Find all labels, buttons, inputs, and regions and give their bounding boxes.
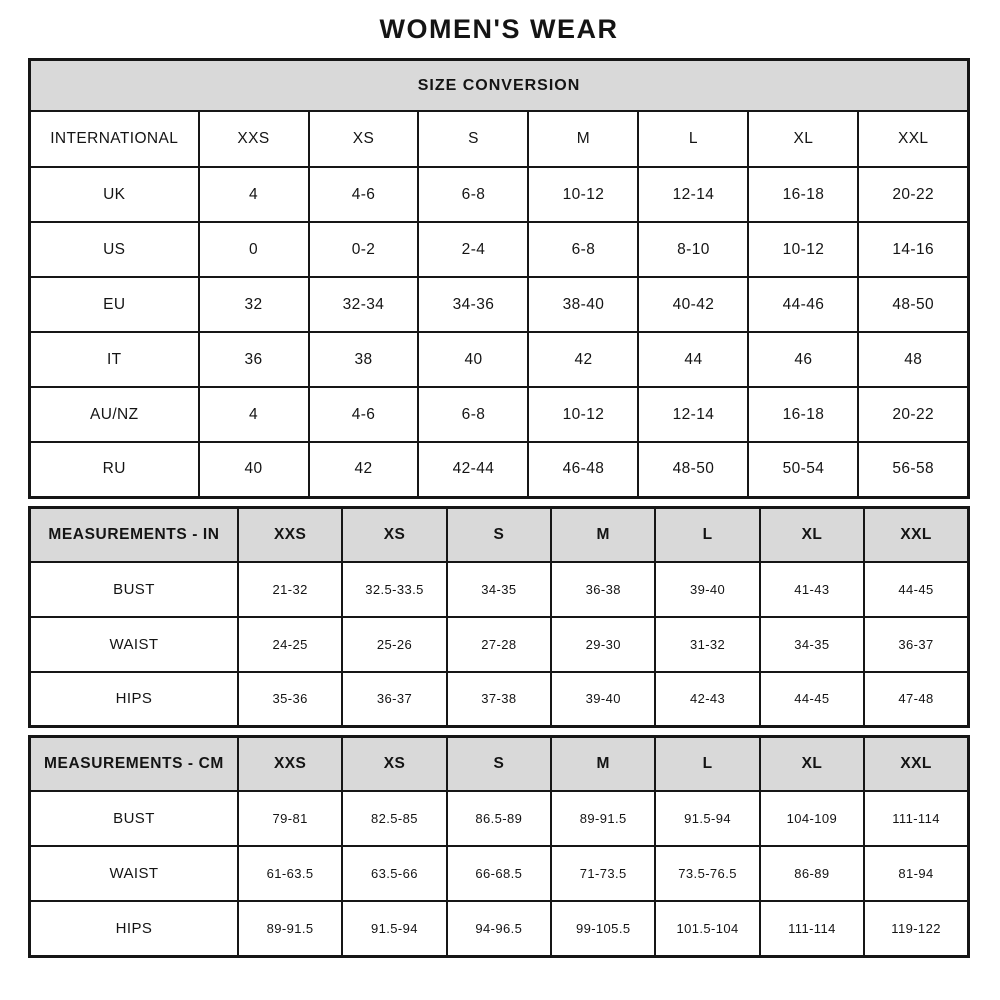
- size-value-cell: 0-2: [309, 222, 419, 277]
- row-label: WAIST: [30, 617, 238, 672]
- size-conversion-body: [30, 167, 969, 497]
- size-value-cell: 86-89: [760, 846, 864, 901]
- size-value-cell: 56-58: [858, 442, 968, 497]
- size-column-header: XXL: [858, 111, 968, 167]
- size-value-cell: 101.5-104: [655, 901, 759, 956]
- size-column-header: XXS: [238, 737, 342, 792]
- size-conversion-table: [28, 58, 970, 499]
- measurements-cm-header-row: [30, 737, 969, 792]
- size-column-header: XXL: [864, 507, 968, 562]
- size-value-cell: 10-12: [528, 387, 638, 442]
- size-value-cell: 34-36: [418, 277, 528, 332]
- size-value-cell: 66-68.5: [447, 846, 551, 901]
- table-row: [30, 332, 969, 387]
- size-column-header: XS: [309, 111, 419, 167]
- size-value-cell: 82.5-85: [342, 791, 446, 846]
- row-label: US: [30, 222, 199, 277]
- size-value-cell: 24-25: [238, 617, 342, 672]
- table-row: [30, 617, 969, 672]
- measurements-in-header-row: [30, 507, 969, 562]
- size-conversion-banner: SIZE CONVERSION: [30, 60, 969, 112]
- size-value-cell: 50-54: [748, 442, 858, 497]
- size-value-cell: 16-18: [748, 387, 858, 442]
- size-value-cell: 6-8: [418, 167, 528, 222]
- size-value-cell: 32: [199, 277, 309, 332]
- table-row: [30, 901, 969, 956]
- size-value-cell: 39-40: [551, 672, 655, 727]
- size-column-header: L: [638, 111, 748, 167]
- size-column-header: XXS: [199, 111, 309, 167]
- size-column-header: XS: [342, 737, 446, 792]
- size-value-cell: 46: [748, 332, 858, 387]
- size-value-cell: 39-40: [655, 562, 759, 617]
- table-row: [30, 387, 969, 442]
- size-value-cell: 8-10: [638, 222, 748, 277]
- size-value-cell: 44-45: [760, 672, 864, 727]
- size-value-cell: 12-14: [638, 387, 748, 442]
- row-label: BUST: [30, 791, 238, 846]
- size-column-header: XXS: [238, 507, 342, 562]
- size-value-cell: 89-91.5: [238, 901, 342, 956]
- row-label: RU: [30, 442, 199, 497]
- size-value-cell: 35-36: [238, 672, 342, 727]
- size-value-cell: 41-43: [760, 562, 864, 617]
- size-value-cell: 10-12: [528, 167, 638, 222]
- size-value-cell: 36-37: [864, 617, 968, 672]
- size-value-cell: 48-50: [858, 277, 968, 332]
- size-value-cell: 94-96.5: [447, 901, 551, 956]
- size-column-header: L: [655, 737, 759, 792]
- size-value-cell: 37-38: [447, 672, 551, 727]
- size-value-cell: 32-34: [309, 277, 419, 332]
- size-value-cell: 38-40: [528, 277, 638, 332]
- table-row: [30, 167, 969, 222]
- size-value-cell: 73.5-76.5: [655, 846, 759, 901]
- size-column-header: XS: [342, 507, 446, 562]
- corner-label-international: INTERNATIONAL: [30, 111, 199, 167]
- size-value-cell: 4-6: [309, 387, 419, 442]
- size-column-header: XXL: [864, 737, 968, 792]
- size-value-cell: 4: [199, 387, 309, 442]
- corner-label-measurements-in: MEASUREMENTS - IN: [30, 507, 238, 562]
- size-value-cell: 36-38: [551, 562, 655, 617]
- size-value-cell: 71-73.5: [551, 846, 655, 901]
- size-conversion-banner-row: [30, 60, 969, 112]
- size-value-cell: 81-94: [864, 846, 968, 901]
- size-value-cell: 104-109: [760, 791, 864, 846]
- size-value-cell: 47-48: [864, 672, 968, 727]
- size-value-cell: 6-8: [528, 222, 638, 277]
- size-value-cell: 2-4: [418, 222, 528, 277]
- size-column-header: S: [418, 111, 528, 167]
- size-value-cell: 4-6: [309, 167, 419, 222]
- measurements-cm-body: [30, 791, 969, 956]
- size-conversion-header-row: [30, 111, 969, 167]
- size-value-cell: 119-122: [864, 901, 968, 956]
- measurements-in-table: [28, 506, 970, 729]
- table-row: [30, 846, 969, 901]
- row-label: BUST: [30, 562, 238, 617]
- corner-label-measurements-cm: MEASUREMENTS - CM: [30, 737, 238, 792]
- size-value-cell: 14-16: [858, 222, 968, 277]
- size-value-cell: 20-22: [858, 167, 968, 222]
- size-value-cell: 36: [199, 332, 309, 387]
- table-row: [30, 277, 969, 332]
- size-value-cell: 42: [528, 332, 638, 387]
- size-value-cell: 34-35: [760, 617, 864, 672]
- size-value-cell: 91.5-94: [655, 791, 759, 846]
- table-row: [30, 791, 969, 846]
- size-value-cell: 32.5-33.5: [342, 562, 446, 617]
- measurements-in-body: [30, 562, 969, 727]
- size-column-header: S: [447, 507, 551, 562]
- size-value-cell: 89-91.5: [551, 791, 655, 846]
- measurements-cm-table: [28, 735, 970, 958]
- size-value-cell: 42: [309, 442, 419, 497]
- table-row: [30, 562, 969, 617]
- size-value-cell: 27-28: [447, 617, 551, 672]
- size-column-header: XL: [748, 111, 858, 167]
- row-label: HIPS: [30, 901, 238, 956]
- row-label: HIPS: [30, 672, 238, 727]
- size-value-cell: 86.5-89: [447, 791, 551, 846]
- size-value-cell: 44-46: [748, 277, 858, 332]
- size-value-cell: 79-81: [238, 791, 342, 846]
- size-value-cell: 4: [199, 167, 309, 222]
- size-value-cell: 25-26: [342, 617, 446, 672]
- size-value-cell: 44-45: [864, 562, 968, 617]
- row-label: WAIST: [30, 846, 238, 901]
- table-row: [30, 672, 969, 727]
- size-value-cell: 48-50: [638, 442, 748, 497]
- size-value-cell: 16-18: [748, 167, 858, 222]
- size-value-cell: 99-105.5: [551, 901, 655, 956]
- size-column-header: XL: [760, 737, 864, 792]
- size-value-cell: 46-48: [528, 442, 638, 497]
- size-value-cell: 20-22: [858, 387, 968, 442]
- row-label: AU/NZ: [30, 387, 199, 442]
- size-value-cell: 111-114: [760, 901, 864, 956]
- table-row: [30, 442, 969, 497]
- size-value-cell: 40: [199, 442, 309, 497]
- page-title: WOMEN'S WEAR: [379, 14, 619, 44]
- size-value-cell: 10-12: [748, 222, 858, 277]
- size-value-cell: 29-30: [551, 617, 655, 672]
- table-row: [30, 222, 969, 277]
- size-value-cell: 21-32: [238, 562, 342, 617]
- size-value-cell: 34-35: [447, 562, 551, 617]
- size-column-header: M: [551, 507, 655, 562]
- size-value-cell: 42-43: [655, 672, 759, 727]
- size-value-cell: 40: [418, 332, 528, 387]
- size-value-cell: 91.5-94: [342, 901, 446, 956]
- size-value-cell: 36-37: [342, 672, 446, 727]
- size-value-cell: 61-63.5: [238, 846, 342, 901]
- size-value-cell: 48: [858, 332, 968, 387]
- row-label: UK: [30, 167, 199, 222]
- size-value-cell: 0: [199, 222, 309, 277]
- size-value-cell: 42-44: [418, 442, 528, 497]
- size-value-cell: 40-42: [638, 277, 748, 332]
- size-value-cell: 6-8: [418, 387, 528, 442]
- size-column-header: XL: [760, 507, 864, 562]
- size-column-header: M: [551, 737, 655, 792]
- size-value-cell: 111-114: [864, 791, 968, 846]
- size-column-header: M: [528, 111, 638, 167]
- size-value-cell: 38: [309, 332, 419, 387]
- size-value-cell: 31-32: [655, 617, 759, 672]
- row-label: EU: [30, 277, 199, 332]
- row-label: IT: [30, 332, 199, 387]
- size-value-cell: 63.5-66: [342, 846, 446, 901]
- size-value-cell: 44: [638, 332, 748, 387]
- size-column-header: L: [655, 507, 759, 562]
- size-column-header: S: [447, 737, 551, 792]
- size-value-cell: 12-14: [638, 167, 748, 222]
